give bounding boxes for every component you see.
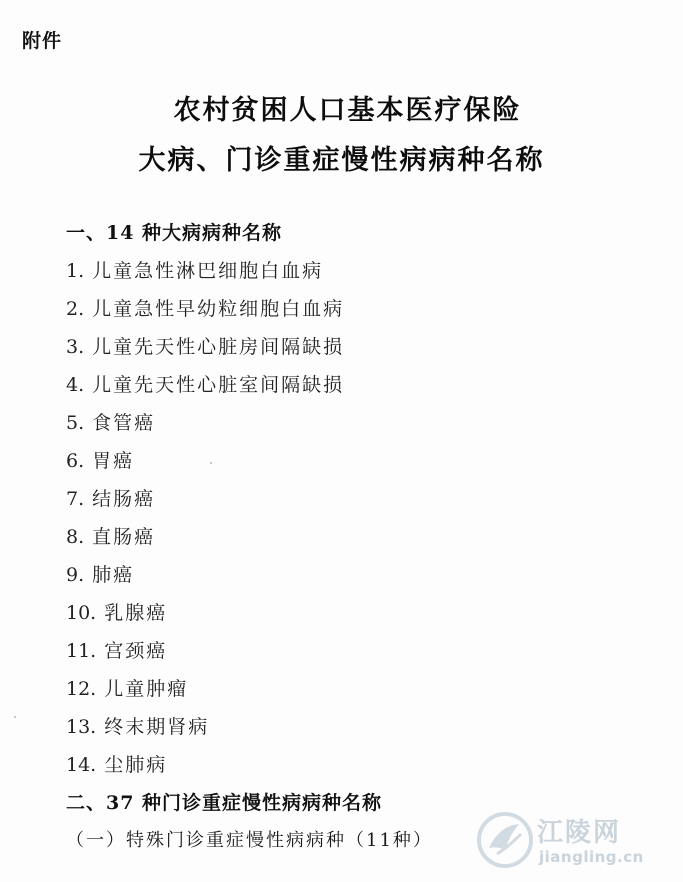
list-item-number: 10. bbox=[66, 602, 97, 624]
list-item-name: 儿童先天性心脏室间隔缺损 bbox=[92, 374, 345, 396]
list-item-name: 直肠癌 bbox=[92, 526, 156, 548]
list-item-number: 1. bbox=[66, 260, 85, 282]
list-item bbox=[66, 560, 134, 587]
list-item bbox=[66, 674, 188, 701]
list-item-number: 12. bbox=[66, 678, 97, 700]
list-item-name: 儿童急性淋巴细胞白血病 bbox=[92, 260, 324, 282]
list-item bbox=[66, 522, 155, 549]
document-title-line-1: 农村贫困人口基本医疗保险 bbox=[173, 95, 522, 126]
list-item-number: 14. bbox=[66, 754, 97, 776]
list-item bbox=[66, 408, 155, 435]
attachment-label: 附件 bbox=[22, 30, 63, 52]
list-item bbox=[66, 598, 167, 625]
list-item bbox=[66, 256, 323, 283]
list-item-number: 2. bbox=[66, 298, 85, 320]
list-item-name: 儿童急性早幼粒细胞白血病 bbox=[92, 298, 345, 320]
watermark-logo-icon bbox=[475, 810, 535, 870]
list-item bbox=[66, 370, 344, 397]
section-1-heading: 一、14 种大病病种名称 bbox=[66, 222, 283, 244]
list-item bbox=[66, 332, 344, 359]
list-item bbox=[66, 712, 209, 739]
list-item-name: 食管癌 bbox=[92, 412, 156, 434]
section-2-subheading: （一）特殊门诊重症慢性病病种（11种） bbox=[66, 830, 433, 851]
list-item-name: 儿童先天性心脏房间隔缺损 bbox=[92, 336, 345, 358]
list-item-number: 6. bbox=[66, 450, 85, 472]
list-item-name: 儿童肿瘤 bbox=[104, 678, 189, 700]
section-2-heading: 二、37 种门诊重症慢性病病种名称 bbox=[66, 792, 383, 814]
watermark-url: jiangling.cn bbox=[539, 848, 644, 866]
list-item-number: 3. bbox=[66, 336, 85, 358]
list-item-number: 7. bbox=[66, 488, 85, 510]
scan-speck bbox=[14, 716, 16, 718]
list-item-name: 终末期肾病 bbox=[104, 716, 210, 738]
list-item-number: 13. bbox=[66, 716, 97, 738]
list-item-name: 尘肺病 bbox=[104, 754, 168, 776]
list-item-number: 11. bbox=[66, 640, 97, 662]
watermark bbox=[475, 810, 675, 872]
list-item-number: 9. bbox=[66, 564, 85, 586]
list-item-name: 结肠癌 bbox=[92, 488, 156, 510]
list-item-number: 8. bbox=[66, 526, 85, 548]
list-item-number: 5. bbox=[66, 412, 85, 434]
list-item-name: 乳腺癌 bbox=[104, 602, 168, 624]
list-item-name: 肺癌 bbox=[92, 564, 135, 586]
list-item-number: 4. bbox=[66, 374, 85, 396]
list-item-name: 宫颈癌 bbox=[104, 640, 168, 662]
list-item bbox=[66, 750, 167, 777]
list-item bbox=[66, 446, 134, 473]
watermark-brand: 江陵网 bbox=[537, 818, 622, 848]
list-item bbox=[66, 484, 155, 511]
list-item bbox=[66, 294, 344, 321]
list-item bbox=[66, 636, 167, 663]
list-item-name: 胃癌 bbox=[92, 450, 135, 472]
document-title-line-2: 大病、门诊重症慢性病病种名称 bbox=[138, 145, 545, 176]
scan-speck bbox=[210, 462, 212, 464]
